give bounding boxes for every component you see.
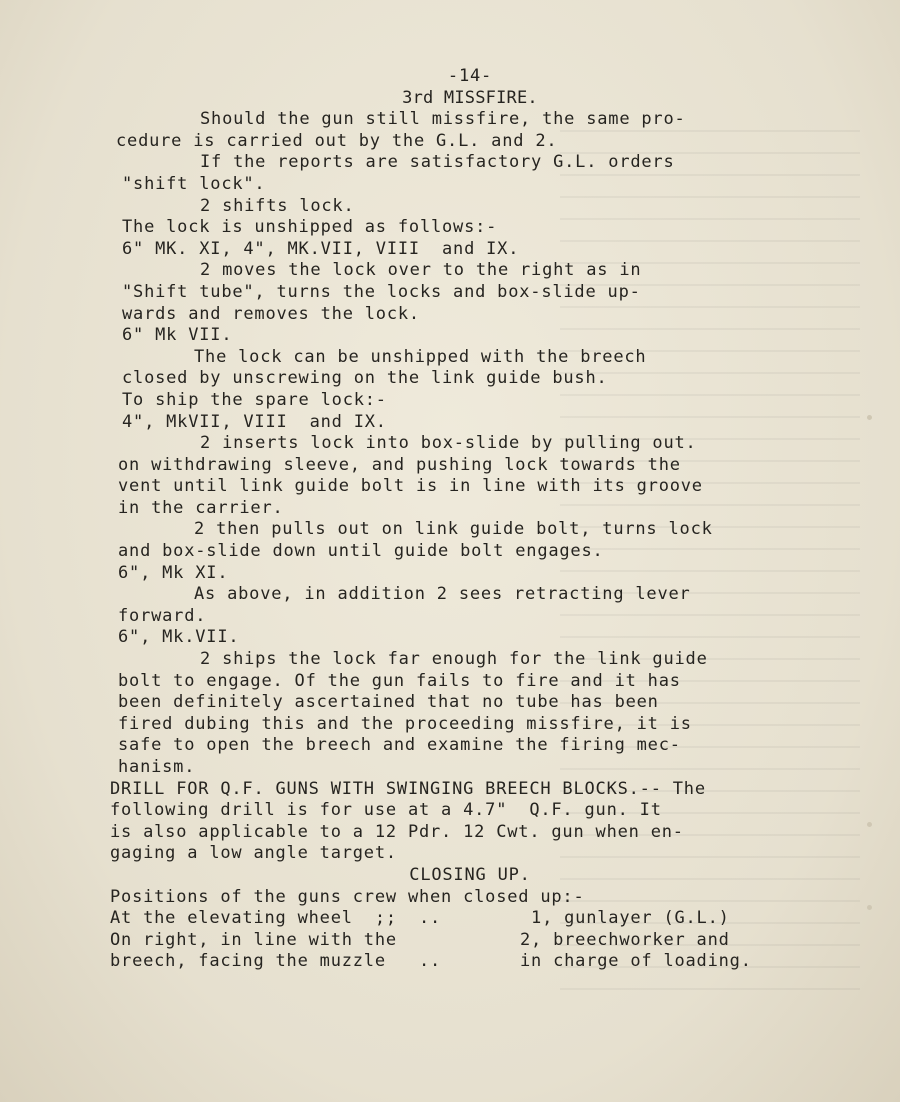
text-line: The lock is unshipped as follows:-: [122, 217, 498, 238]
text-line: "Shift tube", turns the locks and box-slide up-: [122, 281, 641, 302]
position-location: On right, in line with the: [110, 929, 397, 950]
section-heading: 3rd MISSFIRE.: [402, 87, 538, 108]
text-line: 2 ships the lock far enough for the link guide: [200, 649, 708, 670]
position-row: [110, 930, 830, 952]
text-line: 2 inserts lock into box-slide by pulling out.: [200, 433, 697, 454]
position-location: At the elevating wheel ;; ..: [110, 908, 442, 929]
text-line: The lock can be unshipped with the breech: [194, 346, 647, 367]
positions-intro: Positions of the guns crew when closed up:-: [110, 886, 585, 907]
text-line: 4", MkVII, VIII and IX.: [122, 411, 387, 432]
text-line: forward.: [118, 605, 207, 626]
typed-text-body: [110, 66, 830, 973]
margin-mark: [867, 822, 872, 827]
text-line: 6", Mk.VII.: [118, 627, 240, 648]
position-row: [110, 951, 830, 973]
text-line: in the carrier.: [118, 497, 284, 518]
body-lines: [110, 109, 830, 865]
text-line: vent until link guide bolt is in line with its groove: [118, 476, 703, 497]
text-line: 6", Mk XI.: [118, 562, 229, 583]
text-line: 6" Mk VII.: [122, 325, 233, 346]
position-role: 2, breechworker and: [520, 929, 730, 950]
text-line: closed by unscrewing on the link guide bush.: [122, 368, 608, 389]
closing-up-heading: CLOSING UP.: [409, 864, 531, 885]
text-line: "shift lock".: [122, 173, 266, 194]
page-number: -14-: [447, 66, 493, 86]
text-line: is also applicable to a 12 Pdr. 12 Cwt. gun when en-: [110, 821, 684, 842]
text-line: To ship the spare lock:-: [122, 389, 387, 410]
text-line: If the reports are satisfactory G.L. orders: [200, 152, 675, 173]
text-line: wards and removes the lock.: [122, 303, 420, 324]
text-line: hanism.: [118, 757, 196, 777]
text-line: Should the gun still missfire, the same pro-: [200, 109, 686, 130]
position-role: in charge of loading.: [520, 951, 752, 972]
text-line: 6" MK. XI, 4", MK.VII, VIII and IX.: [122, 238, 520, 259]
text-line: following drill is for use at a 4.7" Q.F. gun. It: [110, 800, 662, 821]
text-line: bolt to engage. Of the gun fails to fire and it has: [118, 670, 681, 691]
text-line: 2 then pulls out on link guide bolt, turns lock: [194, 519, 713, 540]
text-line: 2 moves the lock over to the right as in: [200, 260, 642, 281]
position-role: 1, gunlayer (G.L.): [520, 908, 730, 929]
margin-mark: [867, 415, 872, 420]
text-line: been definitely ascertained that no tube has been: [118, 692, 659, 713]
positions-table: [110, 908, 830, 973]
text-line: and box-slide down until guide bolt engages.: [118, 541, 604, 562]
text-line: safe to open the breech and examine the firing mec-: [118, 735, 681, 756]
text-line: fired dubing this and the proceeding missfire, it is: [118, 713, 692, 734]
text-line: cedure is carried out by the G.L. and 2.: [116, 130, 558, 151]
position-row: [110, 908, 830, 930]
text-line: As above, in addition 2 sees retracting lever: [194, 584, 691, 605]
text-line: gaging a low angle target.: [110, 843, 397, 864]
text-line: 2 shifts lock.: [200, 195, 355, 216]
text-line: DRILL FOR Q.F. GUNS WITH SWINGING BREECH BLOCKS.-- The: [110, 778, 706, 799]
text-line: on withdrawing sleeve, and pushing lock towards the: [118, 454, 681, 475]
margin-mark: [867, 905, 872, 910]
position-location: breech, facing the muzzle ..: [110, 951, 442, 972]
